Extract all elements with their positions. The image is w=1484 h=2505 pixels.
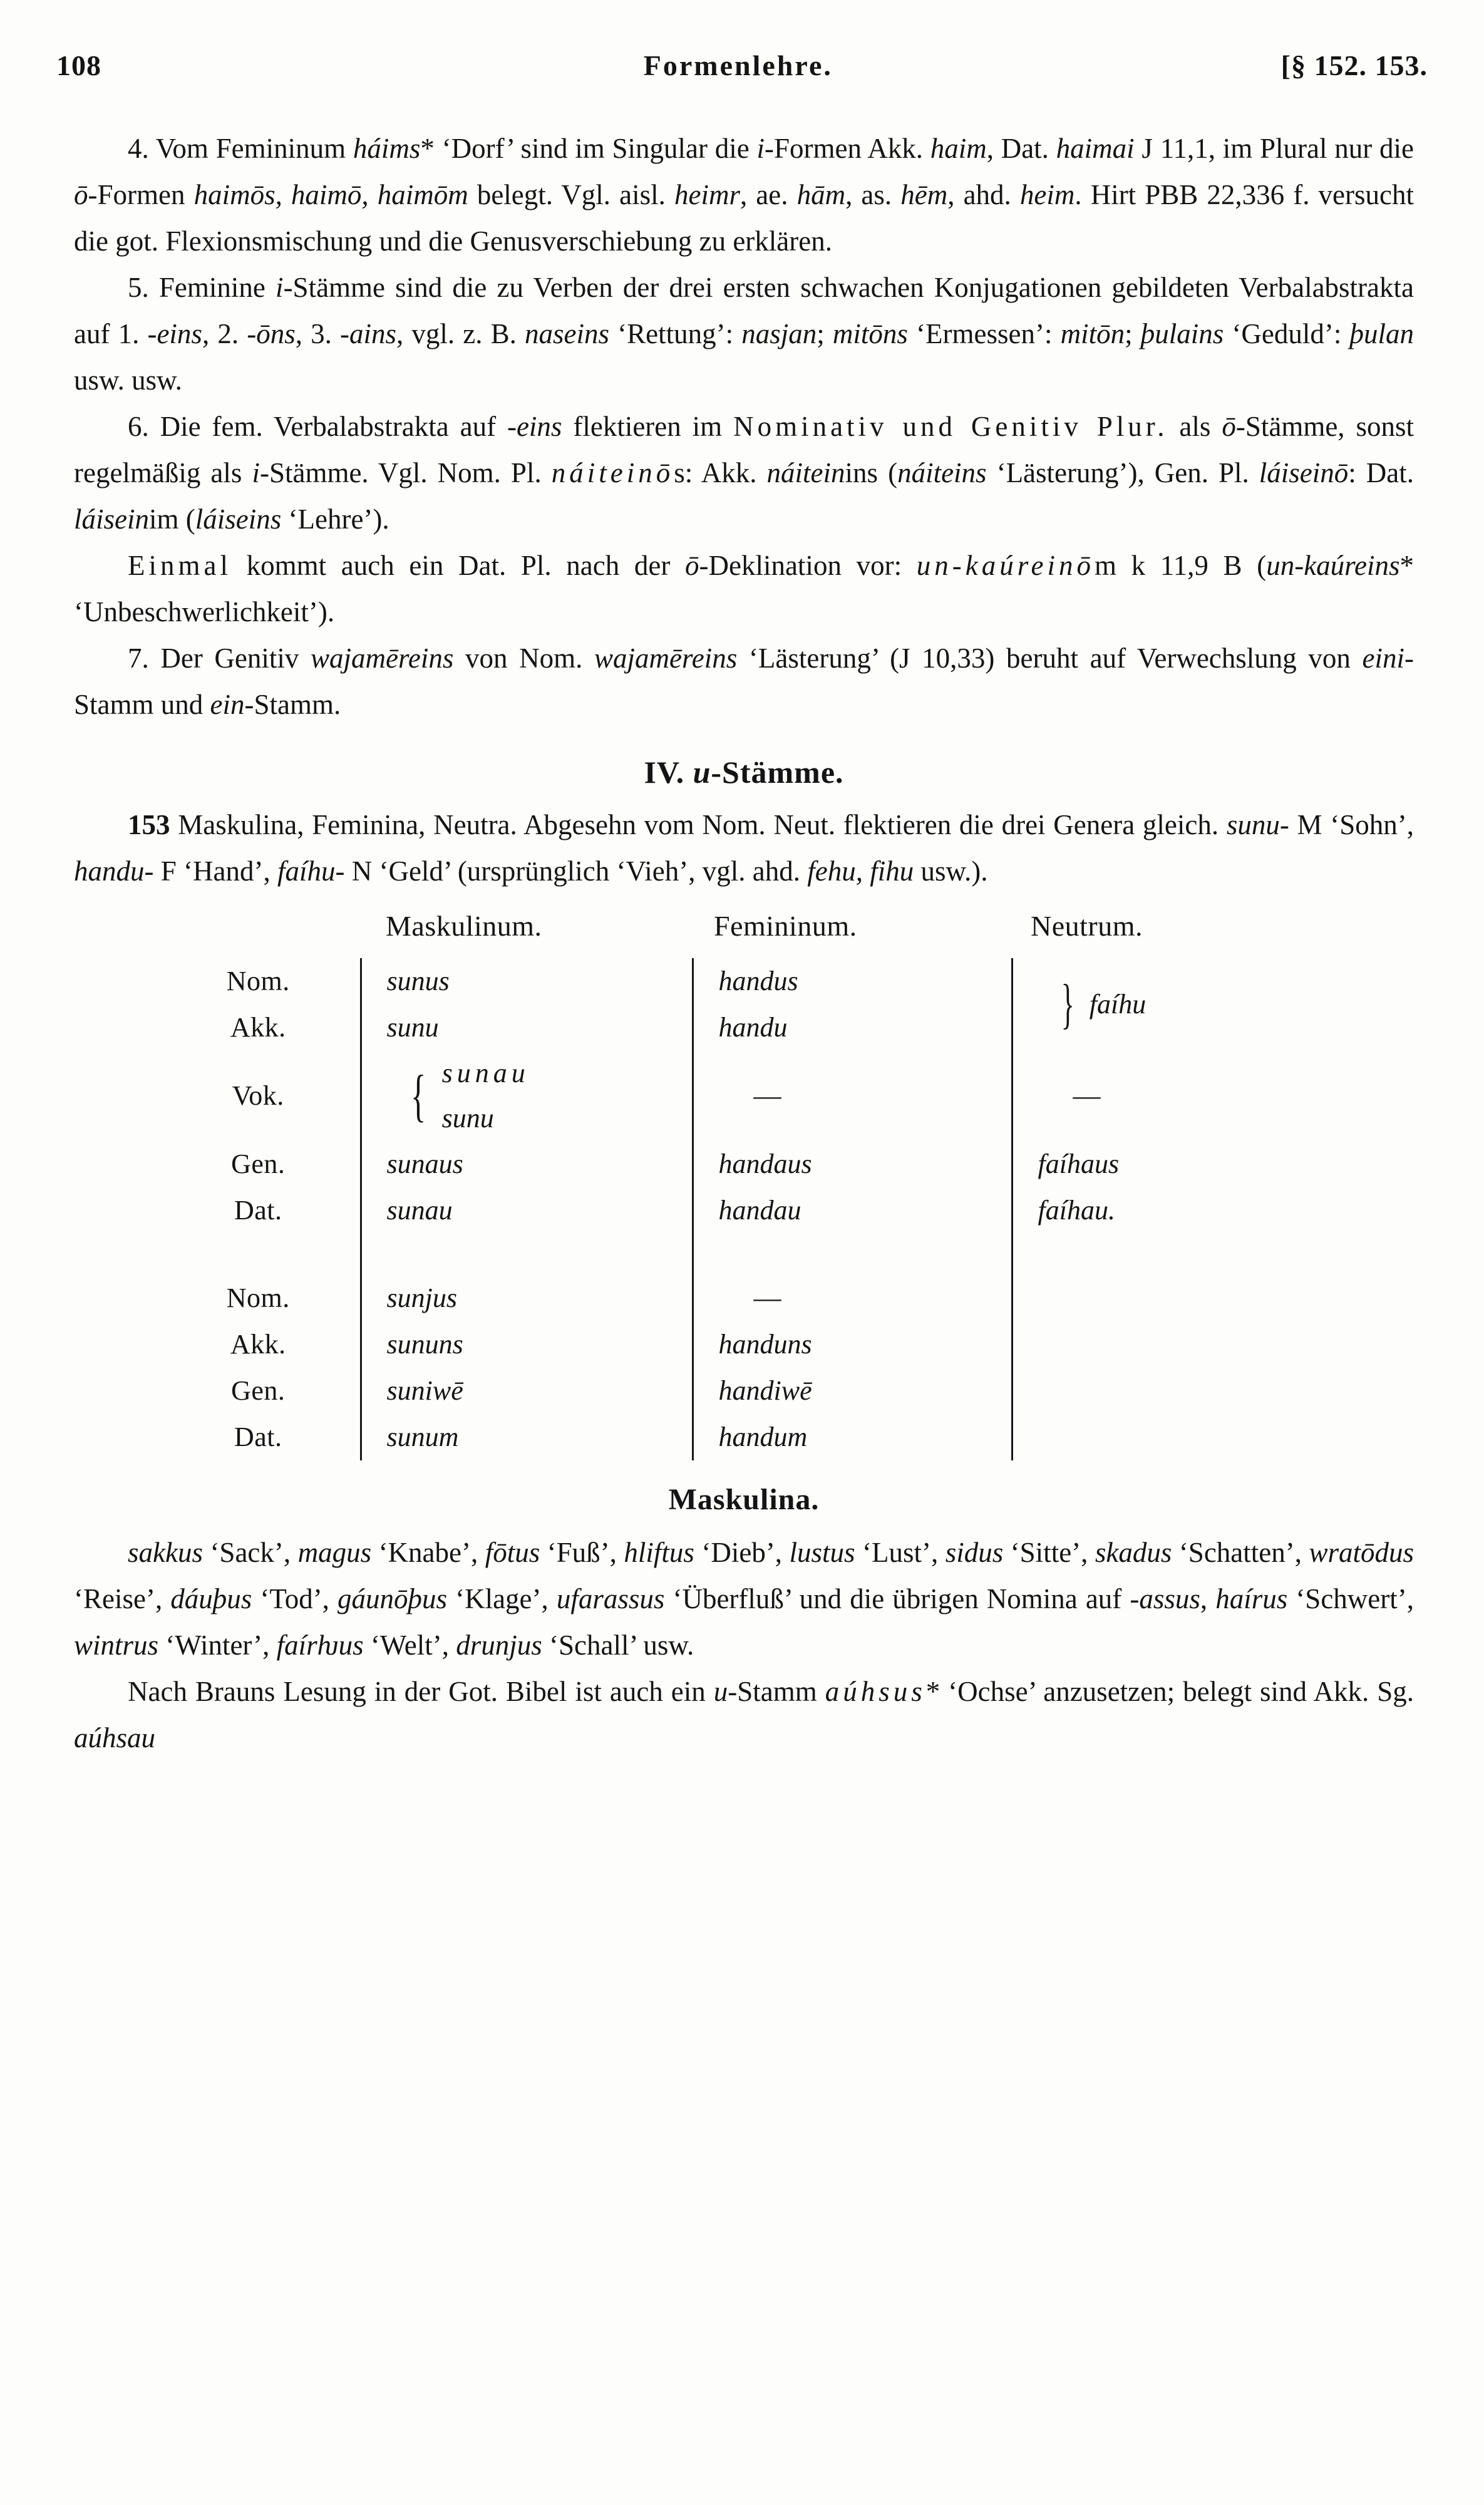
- cell-fem-dat-sg: handau: [693, 1187, 1012, 1234]
- text-run: -Deklination vor:: [699, 550, 917, 581]
- empty-dash: —: [753, 1283, 781, 1313]
- text-run: ;: [1125, 318, 1141, 349]
- gothic-form: fehu, fihu: [807, 855, 914, 887]
- table-row: [179, 1414, 1294, 1460]
- gothic-form: haírus: [1215, 1583, 1288, 1614]
- gothic-form: mitōns: [832, 318, 908, 349]
- text-run: , 3.: [295, 318, 340, 349]
- column-header-case: [179, 903, 361, 958]
- table-row-spacer: [179, 1234, 1294, 1275]
- gothic-form: lustus: [789, 1537, 855, 1568]
- text-run: -Formen: [88, 179, 194, 210]
- gothic-form: un-kaúreinō: [916, 550, 1095, 581]
- text-run: * ‘Ochse’ anzusetzen; belegt sind Akk. Sg.: [925, 1676, 1414, 1707]
- cell-fem-dat-pl: handum: [693, 1414, 1012, 1460]
- text-run: , ae.: [739, 179, 797, 210]
- cell-fem-akk-pl: handuns: [693, 1321, 1012, 1368]
- text-run: ‘Lästerung’ (J 10,33) beruht auf Verwechslung von: [737, 643, 1363, 674]
- cell-masc-nom-sg: sunus: [361, 958, 693, 1005]
- spacer-case: [179, 1234, 361, 1275]
- cell-neut-dat-sg: faíhau.: [1012, 1187, 1294, 1234]
- table-header-row: [179, 903, 1294, 958]
- text-run: * ‘Dorf’ sind im Singular die: [420, 133, 757, 164]
- gothic-form: þulains: [1140, 318, 1224, 349]
- gothic-form: hām: [796, 179, 846, 210]
- text-run: -Stämme, sonst regelmäßig als: [74, 411, 1414, 488]
- gothic-form: náiteins: [897, 457, 987, 488]
- row-label-gen-pl: Gen.: [231, 1375, 286, 1406]
- row-label-dat-pl: Dat.: [234, 1422, 282, 1452]
- row-label-nom-sg: Nom.: [226, 966, 290, 996]
- gothic-form: u: [713, 1676, 728, 1707]
- gothic-form: skadus: [1095, 1537, 1172, 1568]
- text-run: ‘Klage’,: [447, 1583, 557, 1614]
- text-run: ‘Lästerung’), Gen. Pl.: [986, 457, 1259, 488]
- text-run: ‘Fuß’,: [540, 1537, 624, 1568]
- empty-dash: —: [753, 1080, 781, 1111]
- gothic-form: wratōdus: [1309, 1537, 1414, 1568]
- running-title: Formenlehre.: [643, 49, 833, 81]
- cell-neut-gen-pl: [1012, 1368, 1294, 1414]
- text-run: , vgl. z. B.: [396, 318, 525, 349]
- text-run: als: [1168, 411, 1222, 442]
- gothic-form: i: [276, 272, 284, 303]
- gothic-form: -eins: [147, 318, 202, 349]
- cell-masc-akk-sg: sunu: [361, 1005, 693, 1051]
- text-run: ‘Lust’,: [855, 1537, 946, 1568]
- text-run: -Formen Akk.: [764, 133, 930, 164]
- gothic-form: aúhsau: [74, 1722, 156, 1754]
- cell-neut-vok-sg: [1012, 1051, 1294, 1141]
- table-row: [179, 1368, 1294, 1414]
- cell-masc-dat-sg: sunau: [361, 1187, 693, 1234]
- section-heading-text: -Stämme.: [711, 755, 844, 790]
- left-brace-icon: {: [410, 1063, 426, 1128]
- gothic-form: un-kaúreins: [1266, 550, 1400, 581]
- gothic-form: -assus: [1130, 1583, 1200, 1614]
- text-run: , as.: [845, 179, 901, 210]
- text-run: -Stamm: [728, 1676, 825, 1707]
- text-run: -Stämme sind die zu Verben der drei ersten schwachen Konjugationen gebildeten Verbalabstrakta auf 1.: [74, 272, 1414, 349]
- gothic-form: haimai: [1056, 133, 1135, 164]
- paradigm-table: [179, 903, 1294, 1460]
- gothic-form: sunu: [1226, 809, 1280, 840]
- neuter-merged-form: faíhu: [1089, 989, 1146, 1020]
- gothic-form: ō: [685, 550, 699, 581]
- running-head: [56, 49, 1428, 93]
- text-run: 7. Der Genitiv: [128, 643, 311, 674]
- text-run: ‘Reise’,: [74, 1583, 171, 1614]
- declension-paradigm: [179, 903, 1294, 1460]
- gothic-form: aúhsus: [825, 1676, 926, 1707]
- cell-masc-gen-sg: sunaus: [361, 1141, 693, 1187]
- gothic-form: wajamēreins: [594, 643, 738, 674]
- gothic-form: ein: [210, 689, 245, 720]
- gothic-form: ufarassus: [556, 1583, 665, 1614]
- text-run: , ahd.: [947, 179, 1020, 210]
- text-run: Nach Brauns Lesung in der Got. Bibel ist auch ein: [128, 1676, 714, 1707]
- paragraph-braun: [74, 1668, 1414, 1761]
- text-run: * ‘Unbeschwerlichkeit’).: [74, 550, 1414, 628]
- gothic-form: i: [252, 457, 260, 488]
- right-brace-icon: }: [1061, 973, 1074, 1035]
- text-run: ‘Lehre’).: [281, 504, 389, 535]
- emphasis-spaced: Einmal: [128, 550, 232, 581]
- text-run: usw. usw.: [74, 364, 182, 396]
- text-run: ins (: [845, 457, 898, 488]
- page-number: 108: [56, 49, 101, 81]
- cell-masc-akk-pl: sununs: [361, 1321, 693, 1368]
- gothic-form: hliftus: [624, 1537, 694, 1568]
- vok-variant-2: sunu: [441, 1103, 494, 1134]
- gothic-form: nasjan: [741, 318, 817, 349]
- gothic-form: dáuþus: [170, 1583, 252, 1614]
- cell-fem-vok-sg: [693, 1051, 1012, 1141]
- gothic-form: þulan: [1349, 318, 1414, 349]
- row-label-akk-pl: Akk.: [230, 1329, 286, 1360]
- cell-fem-nom-pl: [693, 1275, 1012, 1321]
- cell-neut-nom-akk-sg: [1012, 958, 1294, 1051]
- paragraph-item-5: [74, 264, 1414, 403]
- section-signature: [§ 152. 153.: [1280, 49, 1428, 81]
- text-run: m k 11,9 B (: [1095, 550, 1267, 581]
- text-run: ‘Sitte’,: [1003, 1537, 1095, 1568]
- spacer-neut: [1012, 1234, 1294, 1275]
- paragraph-einmal: [74, 542, 1414, 635]
- empty-dash: —: [1073, 1080, 1101, 1111]
- row-label-nom-pl: Nom.: [226, 1283, 290, 1313]
- spacer-masc: [361, 1234, 693, 1275]
- cell-masc-nom-pl: sunjus: [361, 1275, 693, 1321]
- text-run: Maskulina, Feminina, Neutra. Abgesehn vom Nom. Neut. flektieren die drei Genera gleich.: [170, 809, 1227, 840]
- text-run: J 11,1, im Plural nur die: [1134, 133, 1414, 164]
- table-row: [179, 1051, 1294, 1141]
- emphasis-spaced: Nominativ und Genitiv Plur.: [733, 411, 1168, 442]
- gothic-form: -ains: [339, 318, 396, 349]
- cell-neut-akk-pl: [1012, 1321, 1294, 1368]
- gothic-form: láiseins: [195, 504, 282, 535]
- paragraph-maskulina-list: [74, 1529, 1414, 1668]
- row-label-akk-sg: Akk.: [230, 1012, 286, 1043]
- gothic-form: eini: [1362, 643, 1404, 674]
- cell-masc-vok-sg: [361, 1051, 693, 1141]
- gothic-form: fōtus: [485, 1537, 540, 1568]
- subsection-heading-maskulina: Maskulina.: [668, 1483, 820, 1516]
- cell-masc-gen-pl: suniwē: [361, 1368, 693, 1414]
- text-run: -Stamm und: [74, 643, 1414, 720]
- text-run: : Dat.: [1348, 457, 1414, 488]
- gothic-form: wajamēreins: [311, 643, 454, 674]
- text-run: -Stämme. Vgl. Nom. Pl.: [259, 457, 552, 488]
- gothic-form: náitein: [766, 457, 845, 488]
- gothic-form: -ōns: [247, 318, 296, 349]
- gothic-form: -eins: [507, 411, 562, 442]
- text-run: s: Akk.: [674, 457, 767, 488]
- text-run: belegt. Vgl. aisl.: [468, 179, 674, 210]
- cell-fem-gen-sg: handaus: [693, 1141, 1012, 1187]
- gothic-form: náiteinō: [551, 457, 674, 488]
- gothic-form: drunjus: [456, 1630, 542, 1661]
- text-run: ‘Geduld’:: [1224, 318, 1350, 349]
- text-run: von Nom.: [453, 643, 594, 674]
- row-label-gen-sg: Gen.: [231, 1149, 286, 1179]
- text-run: ‘Schall’ usw.: [542, 1630, 694, 1661]
- text-run: 6. Die fem. Verbalabstrakta auf: [128, 411, 507, 442]
- gothic-form: heimr: [674, 179, 740, 210]
- text-run: im (: [149, 504, 195, 535]
- column-header-feminine: Femininum.: [714, 910, 857, 942]
- row-label-vok-sg: Vok.: [232, 1080, 284, 1111]
- gothic-form: handu: [74, 855, 145, 887]
- gothic-form: ō: [1222, 411, 1236, 442]
- gothic-form: wintrus: [74, 1630, 159, 1661]
- cell-fem-nom-sg: handus: [693, 958, 1012, 1005]
- column-header-masculine: Maskulinum.: [386, 910, 542, 942]
- cell-neut-nom-pl: [1012, 1275, 1294, 1321]
- text-run: ‘Ermessen’:: [907, 318, 1061, 349]
- gothic-form: láiseinō: [1259, 457, 1349, 488]
- text-run: ‘Sack’,: [202, 1537, 298, 1568]
- table-row: [179, 958, 1294, 1005]
- gothic-form: sakkus: [128, 1537, 203, 1568]
- text-run: flektieren im: [562, 411, 734, 442]
- gothic-form: ō: [74, 179, 88, 210]
- cell-masc-dat-pl: sunum: [361, 1414, 693, 1460]
- row-label-dat-sg: Dat.: [234, 1195, 282, 1226]
- paragraph-item-6: [74, 403, 1414, 542]
- text-run: ‘Dieb’,: [694, 1537, 790, 1568]
- vok-variant-1: sunau: [441, 1058, 530, 1088]
- text-run: 4. Vom Femininum: [128, 133, 353, 164]
- text-run: kommt auch ein Dat. Pl. nach der: [231, 550, 685, 581]
- table-row: [179, 1275, 1294, 1321]
- table-row: [179, 1321, 1294, 1368]
- page-body: [74, 125, 1414, 1761]
- paragraph-section-153: [74, 802, 1414, 894]
- text-run: 5. Feminine: [128, 272, 276, 303]
- text-run: ‘Tod’,: [252, 1583, 338, 1614]
- stem-letter: u: [693, 755, 711, 790]
- gothic-form: sidus: [945, 1537, 1004, 1568]
- paragraph-item-7: [74, 635, 1414, 728]
- text-run: - N ‘Geld’ (ursprünglich ‘Vieh’, vgl. ahd.: [335, 855, 808, 887]
- gothic-form: heim: [1019, 179, 1075, 210]
- table-row: [179, 1141, 1294, 1187]
- text-run: ‘Rettung’:: [609, 318, 742, 349]
- text-run: ‘Schatten’,: [1172, 1537, 1309, 1568]
- cell-fem-akk-sg: handu: [693, 1005, 1012, 1051]
- cell-fem-gen-pl: handiwē: [693, 1368, 1012, 1414]
- gothic-form: i: [756, 133, 765, 164]
- text-run: -Stamm.: [244, 689, 341, 720]
- section-roman-numeral: IV.: [644, 755, 693, 790]
- gothic-form: faírƕus: [276, 1630, 364, 1661]
- spacer-fem: [693, 1234, 1012, 1275]
- section-number: 153: [128, 809, 170, 840]
- gothic-form: naseins: [525, 318, 609, 349]
- text-run: , 2.: [202, 318, 247, 349]
- text-run: ,: [1200, 1583, 1216, 1614]
- gothic-form: haimōs, haimō, haimōm: [193, 179, 468, 210]
- column-header-neuter: Neutrum.: [1031, 910, 1143, 942]
- gothic-form: hēm: [900, 179, 948, 210]
- text-run: ‘Überfluß’ und die übrigen Nomina auf: [664, 1583, 1130, 1614]
- gothic-form: háims: [353, 133, 421, 164]
- text-run: ‘Knabe’,: [371, 1537, 485, 1568]
- text-run: - F ‘Hand’,: [144, 855, 277, 887]
- paragraph-item-4: [74, 125, 1414, 264]
- gothic-form: mitōn: [1060, 318, 1125, 349]
- text-run: ‘Winter’,: [158, 1630, 277, 1661]
- text-run: ;: [817, 318, 833, 349]
- text-run: usw.).: [914, 855, 988, 887]
- text-run: - M ‘Sohn’,: [1279, 809, 1414, 840]
- section-heading-u-staemme: [74, 749, 1414, 795]
- gothic-form: magus: [297, 1537, 372, 1568]
- text-run: ‘Welt’,: [363, 1630, 456, 1661]
- text-run: , Dat.: [986, 133, 1056, 164]
- table-row: [179, 1187, 1294, 1234]
- cell-neut-dat-pl: [1012, 1414, 1294, 1460]
- gothic-form: gáunōþus: [338, 1583, 448, 1614]
- cell-neut-gen-sg: faíhaus: [1012, 1141, 1294, 1187]
- gothic-form: faíhu: [277, 855, 336, 887]
- gothic-form: haim: [930, 133, 987, 164]
- text-run: . Hirt PBB 22,336 f. versucht die got. Flexionsmischung und die Genusverschiebung zu erklären.: [74, 179, 1414, 257]
- text-run: ‘Schwert’,: [1287, 1583, 1414, 1614]
- gothic-form: láisein: [74, 504, 149, 535]
